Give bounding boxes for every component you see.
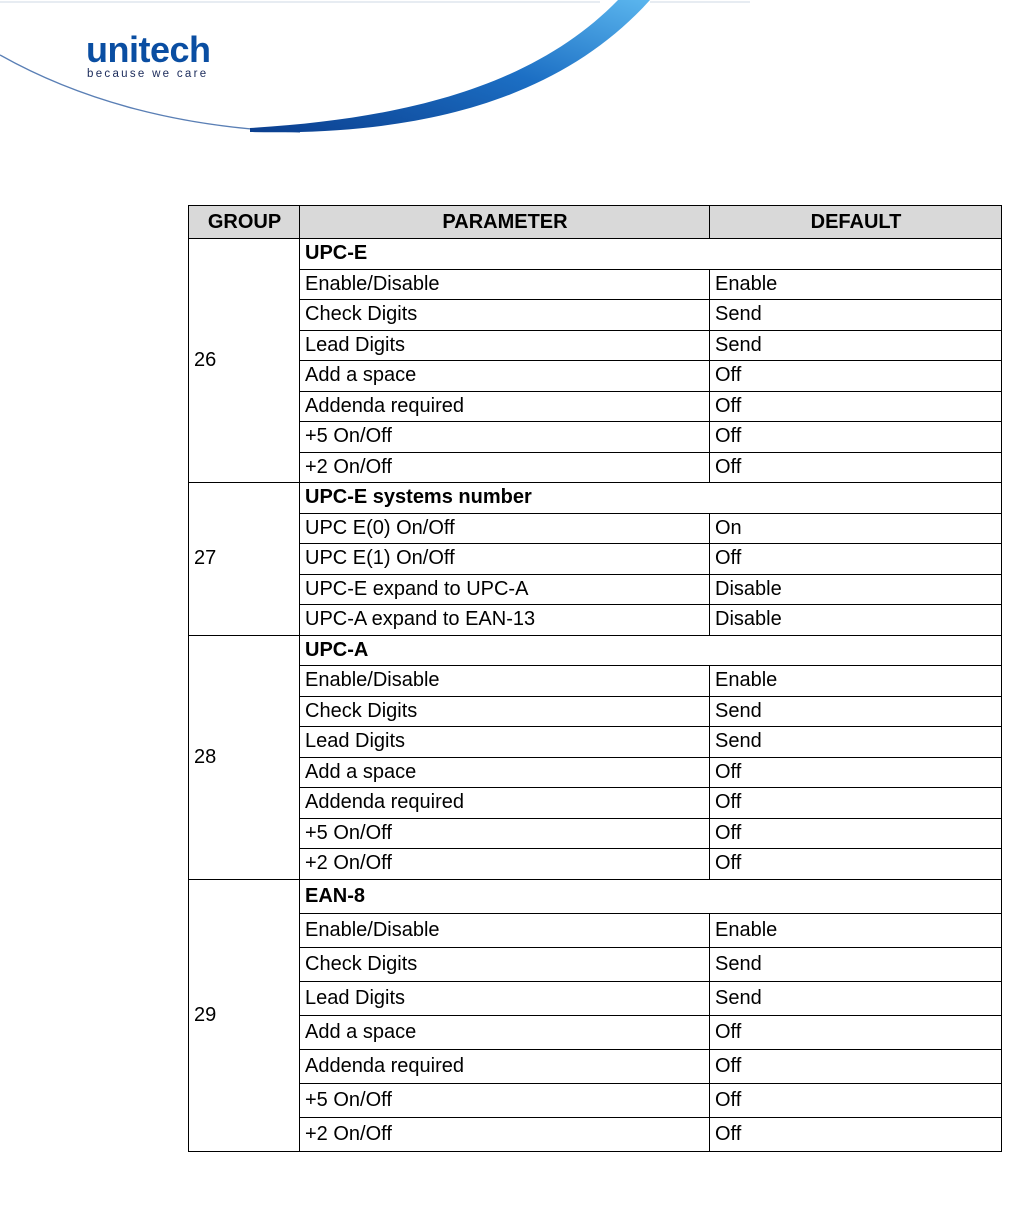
parameter-cell: Addenda required xyxy=(300,391,710,422)
parameter-cell: +5 On/Off xyxy=(300,1083,710,1117)
group-number: 26 xyxy=(189,239,300,483)
table-row xyxy=(189,981,1002,1015)
default-cell: Disable xyxy=(710,574,1002,605)
default-cell: On xyxy=(710,513,1002,544)
header-default: DEFAULT xyxy=(710,206,1002,239)
default-cell: Off xyxy=(710,422,1002,453)
brand-tagline: because we care xyxy=(87,68,209,80)
default-cell: Off xyxy=(710,849,1002,880)
table-row xyxy=(189,1015,1002,1049)
parameter-cell: Check Digits xyxy=(300,696,710,727)
group-title-row xyxy=(189,483,1002,514)
table-row xyxy=(189,696,1002,727)
default-cell: Enable xyxy=(710,269,1002,300)
group-title: UPC-E systems number xyxy=(300,483,1002,514)
default-cell: Off xyxy=(710,452,1002,483)
table-row xyxy=(189,788,1002,819)
parameter-cell: +2 On/Off xyxy=(300,849,710,880)
default-cell: Send xyxy=(710,727,1002,758)
group-number: 29 xyxy=(189,879,300,1151)
group-number: 28 xyxy=(189,635,300,879)
parameter-cell: +2 On/Off xyxy=(300,452,710,483)
table-row xyxy=(189,1049,1002,1083)
default-cell: Off xyxy=(710,1049,1002,1083)
parameter-cell: Check Digits xyxy=(300,947,710,981)
default-cell: Send xyxy=(710,696,1002,727)
default-cell: Off xyxy=(710,818,1002,849)
header-parameter: PARAMETER xyxy=(300,206,710,239)
table-row xyxy=(189,300,1002,331)
group-title-row xyxy=(189,635,1002,666)
table-row xyxy=(189,1083,1002,1117)
default-cell: Enable xyxy=(710,913,1002,947)
table-row xyxy=(189,452,1002,483)
parameter-cell: Add a space xyxy=(300,1015,710,1049)
table-row xyxy=(189,513,1002,544)
parameter-cell: Lead Digits xyxy=(300,981,710,1015)
parameter-cell: UPC E(1) On/Off xyxy=(300,544,710,575)
table-row xyxy=(189,269,1002,300)
table-row xyxy=(189,666,1002,697)
parameter-cell: Lead Digits xyxy=(300,330,710,361)
table-row xyxy=(189,727,1002,758)
parameter-cell: Addenda required xyxy=(300,1049,710,1083)
default-cell: Off xyxy=(710,788,1002,819)
brand-name: unitech xyxy=(86,29,211,70)
table-header-row xyxy=(189,206,1002,239)
parameter-cell: UPC-E expand to UPC-A xyxy=(300,574,710,605)
table-row xyxy=(189,330,1002,361)
parameter-cell: Check Digits xyxy=(300,300,710,331)
default-cell: Off xyxy=(710,1117,1002,1151)
table-row xyxy=(189,391,1002,422)
table-row xyxy=(189,1117,1002,1151)
group-title: UPC-A xyxy=(300,635,1002,666)
table-row xyxy=(189,422,1002,453)
group-title-row xyxy=(189,879,1002,913)
default-cell: Enable xyxy=(710,666,1002,697)
parameter-cell: +2 On/Off xyxy=(300,1117,710,1151)
parameter-cell: Add a space xyxy=(300,757,710,788)
default-cell: Send xyxy=(710,947,1002,981)
default-cell: Off xyxy=(710,391,1002,422)
default-cell: Send xyxy=(710,300,1002,331)
parameter-cell: +5 On/Off xyxy=(300,422,710,453)
header-group: GROUP xyxy=(189,206,300,239)
parameter-cell: Lead Digits xyxy=(300,727,710,758)
table-row xyxy=(189,757,1002,788)
table-row xyxy=(189,818,1002,849)
default-cell: Send xyxy=(710,330,1002,361)
parameter-cell: Enable/Disable xyxy=(300,269,710,300)
table-row xyxy=(189,574,1002,605)
table-row xyxy=(189,544,1002,575)
group-title-row xyxy=(189,239,1002,270)
table-row xyxy=(189,605,1002,636)
parameter-cell: Add a space xyxy=(300,361,710,392)
parameter-cell: UPC-A expand to EAN-13 xyxy=(300,605,710,636)
default-cell: Off xyxy=(710,544,1002,575)
parameter-cell: UPC E(0) On/Off xyxy=(300,513,710,544)
parameter-cell: +5 On/Off xyxy=(300,818,710,849)
default-cell: Disable xyxy=(710,605,1002,636)
brand-logo xyxy=(86,29,211,81)
parameter-cell: Enable/Disable xyxy=(300,666,710,697)
table-row xyxy=(189,913,1002,947)
table-row xyxy=(189,849,1002,880)
default-cell: Off xyxy=(710,757,1002,788)
parameter-table xyxy=(188,205,1002,1152)
default-cell: Off xyxy=(710,361,1002,392)
default-cell: Off xyxy=(710,1015,1002,1049)
default-cell: Send xyxy=(710,981,1002,1015)
parameter-cell: Enable/Disable xyxy=(300,913,710,947)
table-row xyxy=(189,947,1002,981)
group-title: UPC-E xyxy=(300,239,1002,270)
default-cell: Off xyxy=(710,1083,1002,1117)
group-number: 27 xyxy=(189,483,300,636)
parameter-cell: Addenda required xyxy=(300,788,710,819)
group-title: EAN-8 xyxy=(300,879,1002,913)
table-row xyxy=(189,361,1002,392)
